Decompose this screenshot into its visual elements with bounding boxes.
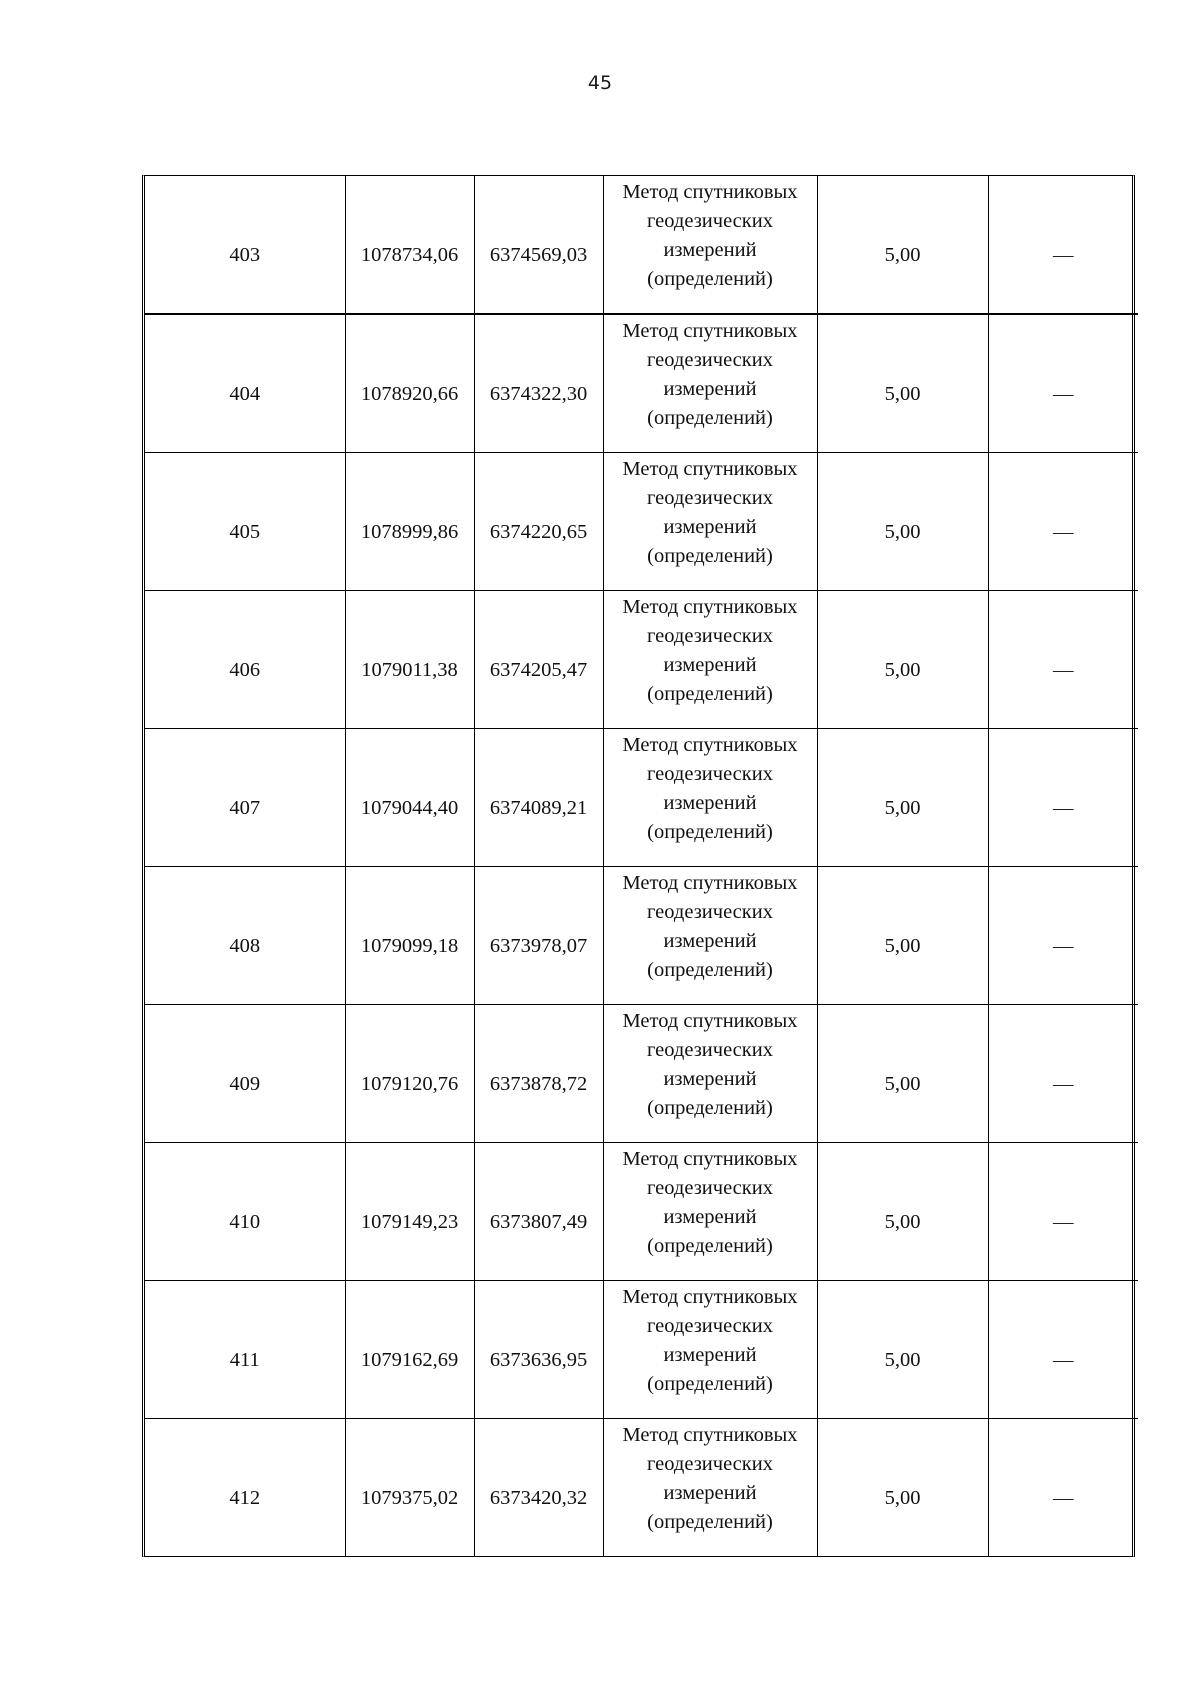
- x-coordinate-cell: 1079044,40: [345, 728, 474, 866]
- method-line: измерений: [663, 515, 757, 538]
- point-number-cell: 412: [145, 1418, 345, 1556]
- method-cell: [603, 452, 817, 590]
- method-line: Метод спутниковых: [622, 457, 798, 480]
- accuracy-cell: 5,00: [817, 590, 988, 728]
- method-line: геодезических: [647, 486, 773, 509]
- method-line: геодезических: [647, 1452, 773, 1475]
- method-line: геодезических: [647, 210, 773, 232]
- point-number-cell: 411: [145, 1280, 345, 1418]
- note-cell: —: [988, 452, 1138, 590]
- table-row: [145, 314, 1138, 452]
- y-coordinate-cell: 6373420,32: [474, 1418, 603, 1556]
- method-cell: [603, 866, 817, 1004]
- table-row: [145, 866, 1138, 1004]
- accuracy-cell: 5,00: [817, 728, 988, 866]
- method-line: Метод спутниковых: [622, 595, 798, 618]
- x-coordinate-cell: 1079162,69: [345, 1280, 474, 1418]
- method-line: измерений: [663, 378, 757, 400]
- method-line: измерений: [663, 1481, 757, 1504]
- note-cell: —: [988, 590, 1138, 728]
- x-coordinate-cell: 1078734,06: [345, 176, 474, 314]
- method-line: геодезических: [647, 900, 773, 923]
- x-coordinate-cell: 1078920,66: [345, 314, 474, 452]
- note-cell: —: [988, 176, 1138, 314]
- method-line: Метод спутниковых: [622, 1285, 798, 1308]
- method-line: Метод спутниковых: [622, 1009, 798, 1032]
- note-cell: —: [988, 1280, 1138, 1418]
- method-line: измерений: [663, 791, 757, 814]
- method-line: (определений): [647, 407, 773, 429]
- method-line: (определений): [647, 958, 773, 981]
- table-row: [145, 728, 1138, 866]
- note-cell: —: [988, 1418, 1138, 1556]
- x-coordinate-cell: 1079011,38: [345, 590, 474, 728]
- method-cell: [603, 1142, 817, 1280]
- x-coordinate-cell: 1079099,18: [345, 866, 474, 1004]
- method-line: геодезических: [647, 762, 773, 785]
- point-number-cell: 404: [145, 314, 345, 452]
- table-row: [145, 1142, 1138, 1280]
- accuracy-cell: 5,00: [817, 176, 988, 314]
- method-line: Метод спутниковых: [622, 871, 798, 894]
- method-line: измерений: [663, 653, 757, 676]
- method-line: (определений): [647, 682, 773, 705]
- method-line: геодезических: [647, 1038, 773, 1061]
- accuracy-cell: 5,00: [817, 866, 988, 1004]
- method-line: измерений: [663, 1067, 757, 1090]
- method-line: (определений): [647, 1096, 773, 1119]
- note-cell: —: [988, 866, 1138, 1004]
- accuracy-cell: 5,00: [817, 1280, 988, 1418]
- table-row: [145, 1004, 1138, 1142]
- y-coordinate-cell: 6374569,03: [474, 176, 603, 314]
- y-coordinate-cell: 6374322,30: [474, 314, 603, 452]
- table-row: [145, 176, 1138, 314]
- table-row: [145, 590, 1138, 728]
- point-number-cell: 405: [145, 452, 345, 590]
- method-line: Метод спутниковых: [622, 320, 798, 342]
- accuracy-cell: 5,00: [817, 1418, 988, 1556]
- method-line: (определений): [647, 820, 773, 843]
- point-number-cell: 403: [145, 176, 345, 314]
- accuracy-cell: 5,00: [817, 452, 988, 590]
- accuracy-cell: 5,00: [817, 1004, 988, 1142]
- y-coordinate-cell: 6374089,21: [474, 728, 603, 866]
- x-coordinate-cell: 1079149,23: [345, 1142, 474, 1280]
- method-line: (определений): [647, 1510, 773, 1533]
- note-cell: —: [988, 728, 1138, 866]
- y-coordinate-cell: 6373878,72: [474, 1004, 603, 1142]
- method-line: геодезических: [647, 1176, 773, 1199]
- note-cell: —: [988, 1004, 1138, 1142]
- point-number-cell: 406: [145, 590, 345, 728]
- method-cell: [603, 176, 817, 314]
- note-cell: —: [988, 1142, 1138, 1280]
- method-line: измерений: [663, 1343, 757, 1366]
- method-line: (определений): [647, 268, 773, 290]
- point-number-cell: 408: [145, 866, 345, 1004]
- coordinates-table: [142, 175, 1135, 1557]
- method-line: геодезических: [647, 349, 773, 371]
- method-line: Метод спутниковых: [622, 733, 798, 756]
- method-cell: [603, 1004, 817, 1142]
- method-line: (определений): [647, 1372, 773, 1395]
- method-line: геодезических: [647, 1314, 773, 1337]
- method-cell: [603, 1418, 817, 1556]
- method-line: геодезических: [647, 624, 773, 647]
- note-cell: —: [988, 314, 1138, 452]
- y-coordinate-cell: 6374220,65: [474, 452, 603, 590]
- method-cell: [603, 590, 817, 728]
- method-line: измерений: [663, 239, 757, 261]
- y-coordinate-cell: 6373807,49: [474, 1142, 603, 1280]
- x-coordinate-cell: 1079375,02: [345, 1418, 474, 1556]
- accuracy-cell: 5,00: [817, 1142, 988, 1280]
- y-coordinate-cell: 6373978,07: [474, 866, 603, 1004]
- method-line: (определений): [647, 1234, 773, 1257]
- table-row: [145, 452, 1138, 590]
- table-row: [145, 1280, 1138, 1418]
- method-line: измерений: [663, 929, 757, 952]
- accuracy-cell: 5,00: [817, 314, 988, 452]
- point-number-cell: 409: [145, 1004, 345, 1142]
- method-line: Метод спутниковых: [622, 181, 798, 203]
- page-number: 45: [587, 72, 613, 94]
- table-row: [145, 1418, 1138, 1556]
- point-number-cell: 407: [145, 728, 345, 866]
- method-cell: [603, 1280, 817, 1418]
- method-line: Метод спутниковых: [622, 1147, 798, 1170]
- method-line: Метод спутниковых: [622, 1423, 798, 1446]
- x-coordinate-cell: 1079120,76: [345, 1004, 474, 1142]
- method-cell: [603, 314, 817, 452]
- point-number-cell: 410: [145, 1142, 345, 1280]
- y-coordinate-cell: 6374205,47: [474, 590, 603, 728]
- y-coordinate-cell: 6373636,95: [474, 1280, 603, 1418]
- method-line: измерений: [663, 1205, 757, 1228]
- method-line: (определений): [647, 544, 773, 567]
- x-coordinate-cell: 1078999,86: [345, 452, 474, 590]
- method-cell: [603, 728, 817, 866]
